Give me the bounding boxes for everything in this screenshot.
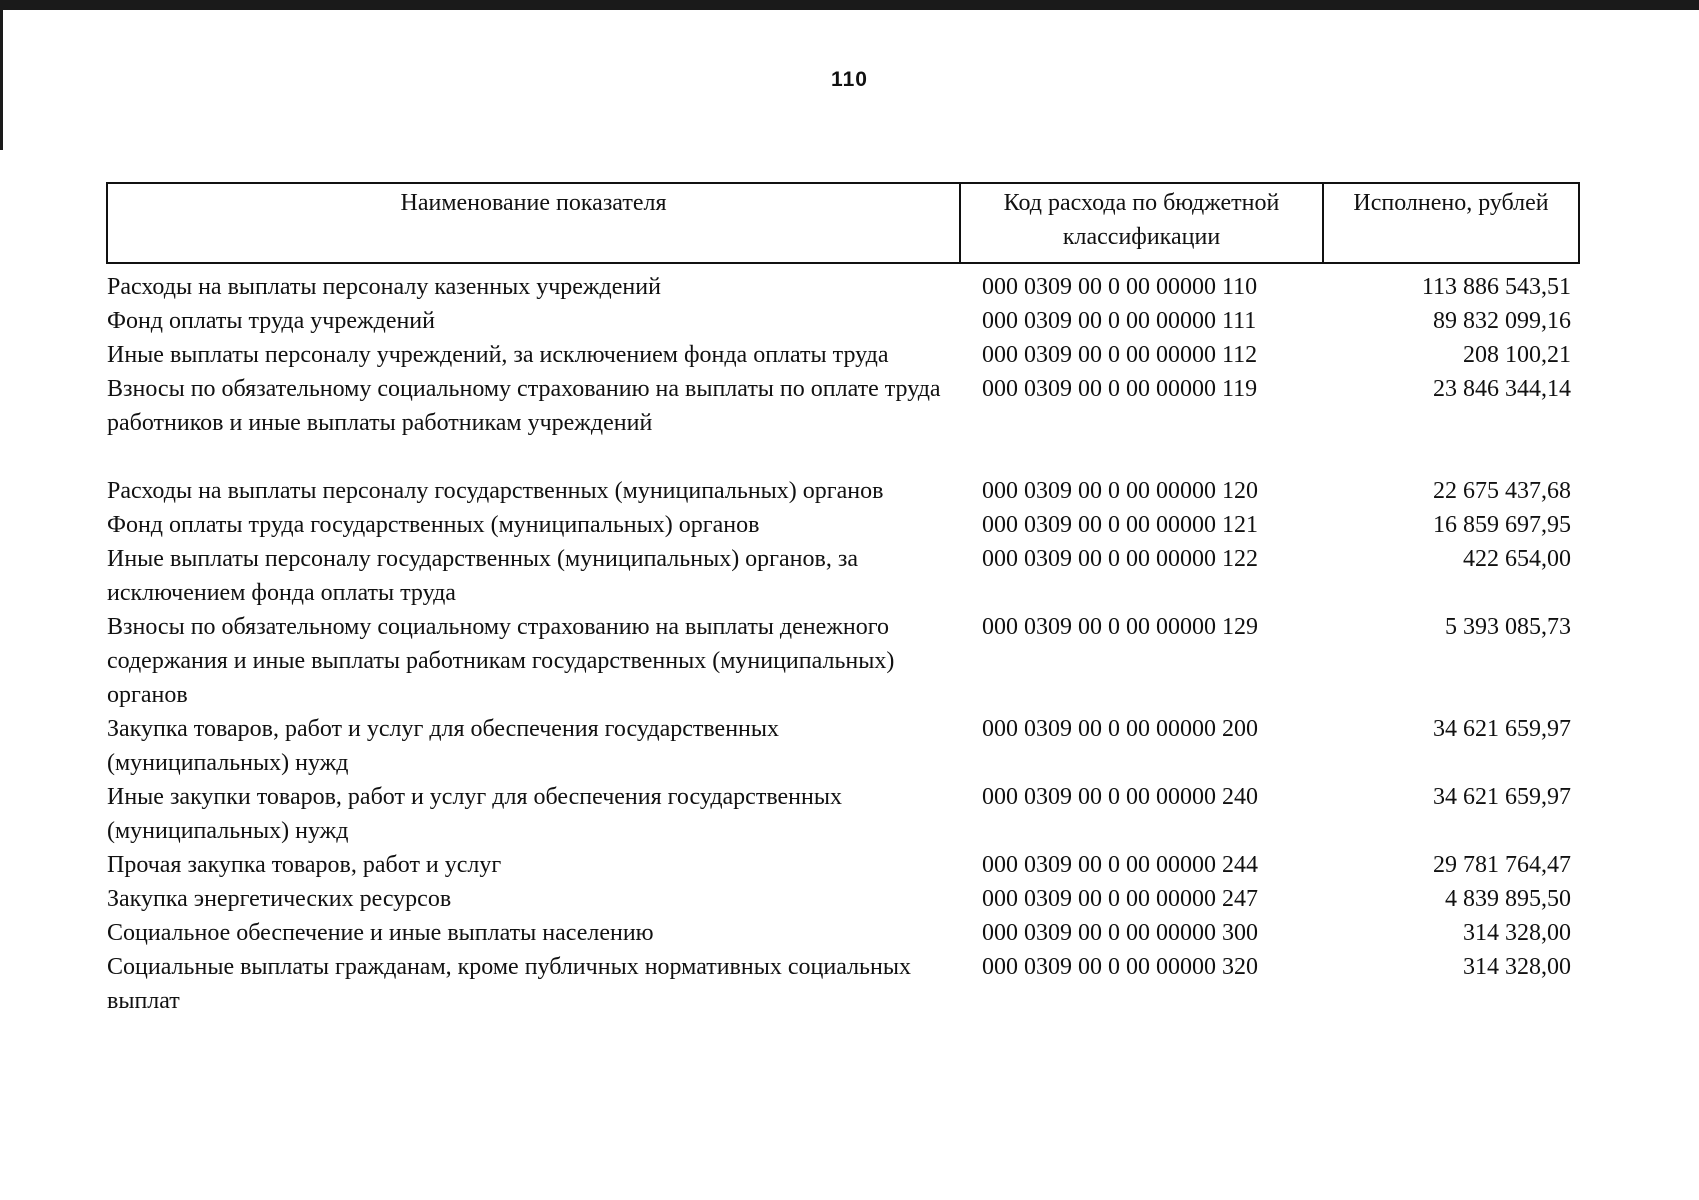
- row-indicator-name: Закупка энергетических ресурсов: [107, 886, 452, 912]
- row-budget-code: 000 0309 00 0 00 00000 320: [982, 954, 1258, 980]
- table-row: [107, 542, 1579, 610]
- table-row: [107, 780, 1579, 848]
- row-executed-amount: 314 328,00: [1463, 920, 1571, 946]
- row-budget-code: 000 0309 00 0 00 00000 200: [982, 716, 1258, 742]
- row-executed-amount: 89 832 099,16: [1433, 308, 1571, 334]
- table-row: [107, 916, 1579, 950]
- row-executed-amount: 16 859 697,95: [1433, 512, 1571, 538]
- row-indicator-name: Прочая закупка товаров, работ и услуг: [107, 852, 502, 878]
- table-header-row: [107, 183, 1579, 263]
- table-row: [107, 950, 1579, 1018]
- row-indicator-name: Расходы на выплаты персоналу государственных (муниципальных) органов: [107, 478, 884, 504]
- row-indicator-name: Социальное обеспечение и иные выплаты населению: [107, 920, 654, 946]
- row-budget-code: 000 0309 00 0 00 00000 122: [982, 546, 1258, 572]
- table-row: [107, 263, 1579, 304]
- row-executed-amount: 22 675 437,68: [1433, 478, 1571, 504]
- row-executed-amount: 5 393 085,73: [1445, 614, 1571, 640]
- page-number: 110: [831, 68, 868, 91]
- row-indicator-name: Взносы по обязательному социальному страхованию на выплаты по оплате труда работников и иные выплаты работникам учреждений: [107, 376, 941, 436]
- row-indicator-name: Фонд оплаты труда государственных (муниципальных) органов: [107, 512, 760, 538]
- header-executed-amount: Исполнено, рублей: [1323, 183, 1579, 263]
- header-indicator-name: Наименование показателя: [107, 183, 960, 263]
- row-budget-code: 000 0309 00 0 00 00000 112: [982, 342, 1258, 368]
- row-budget-code: 000 0309 00 0 00 00000 240: [982, 784, 1258, 810]
- row-executed-amount: 23 846 344,14: [1433, 376, 1571, 402]
- table-header: [107, 183, 1579, 263]
- row-budget-code: 000 0309 00 0 00 00000 111: [982, 308, 1257, 334]
- row-indicator-name: Фонд оплаты труда учреждений: [107, 308, 435, 334]
- row-budget-code: 000 0309 00 0 00 00000 121: [982, 512, 1258, 538]
- row-budget-code: 000 0309 00 0 00 00000 300: [982, 920, 1258, 946]
- scan-frame-top-border: [0, 0, 1699, 10]
- table-row: [107, 610, 1579, 712]
- row-executed-amount: 422 654,00: [1463, 546, 1571, 572]
- row-budget-code: 000 0309 00 0 00 00000 110: [982, 274, 1258, 300]
- row-executed-amount: 208 100,21: [1463, 342, 1571, 368]
- row-indicator-name: Иные закупки товаров, работ и услуг для обеспечения государственных (муниципальных) нужд: [107, 784, 842, 844]
- row-indicator-name: Взносы по обязательному социальному страхованию на выплаты денежного содержания и иные выплаты работникам государственных (муниципальных) органов: [107, 614, 895, 708]
- table-body: [107, 263, 1579, 1018]
- row-indicator-name: Расходы на выплаты персоналу казенных учреждений: [107, 274, 661, 300]
- row-indicator-name: Закупка товаров, работ и услуг для обеспечения государственных (муниципальных) нужд: [107, 716, 780, 776]
- row-executed-amount: 4 839 895,50: [1445, 886, 1571, 912]
- table-row: [107, 474, 1579, 508]
- row-executed-amount: 113 886 543,51: [1421, 274, 1571, 300]
- header-budget-code: Код расхода по бюджетной классификации: [960, 183, 1323, 263]
- row-executed-amount: 34 621 659,97: [1433, 784, 1571, 810]
- row-executed-amount: 29 781 764,47: [1433, 852, 1571, 878]
- row-budget-code: 000 0309 00 0 00 00000 119: [982, 376, 1258, 402]
- table-row: [107, 882, 1579, 916]
- table-row: [107, 338, 1579, 372]
- table-row: [107, 508, 1579, 542]
- expenditure-table: [106, 182, 1580, 1018]
- row-executed-amount: 314 328,00: [1463, 954, 1571, 980]
- table-row: [107, 372, 1579, 474]
- row-executed-amount: 34 621 659,97: [1433, 716, 1571, 742]
- row-budget-code: 000 0309 00 0 00 00000 244: [982, 852, 1258, 878]
- row-budget-code: 000 0309 00 0 00 00000 247: [982, 886, 1258, 912]
- row-indicator-name: Иные выплаты персоналу государственных (муниципальных) органов, за исключением фонда оплаты труда: [107, 546, 858, 606]
- table-row: [107, 848, 1579, 882]
- table-row: [107, 304, 1579, 338]
- row-budget-code: 000 0309 00 0 00 00000 129: [982, 614, 1258, 640]
- row-indicator-name: Социальные выплаты гражданам, кроме публичных нормативных социальных выплат: [107, 954, 911, 1014]
- row-budget-code: 000 0309 00 0 00 00000 120: [982, 478, 1258, 504]
- table-row: [107, 712, 1579, 780]
- row-indicator-name: Иные выплаты персоналу учреждений, за исключением фонда оплаты труда: [107, 342, 889, 368]
